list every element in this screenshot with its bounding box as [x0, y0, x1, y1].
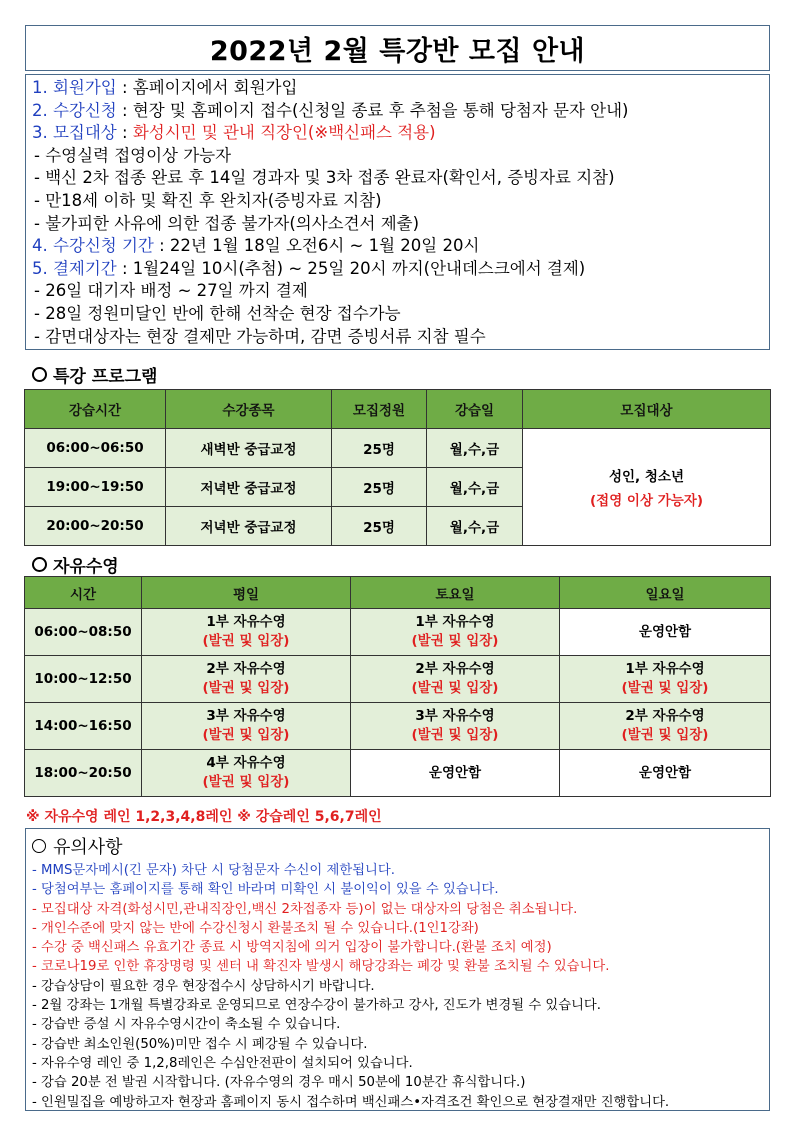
header-time: 시간 — [25, 577, 142, 609]
header-days: 강습일 — [427, 390, 523, 429]
session-name: 1부 자유수영 — [206, 614, 286, 630]
free-swim-weekday-cell — [142, 609, 351, 656]
session-note: (발권 및 입장) — [202, 680, 290, 696]
table-row — [25, 656, 771, 703]
header-capacity: 모집정원 — [332, 390, 427, 429]
info-subitem: - 백신 2차 접종 완료 후 14일 경과자 및 3차 접종 완료자(확인서, 증빙자료 지참) — [34, 168, 615, 188]
info-line — [32, 258, 763, 281]
program-capacity: 25명 — [332, 429, 427, 468]
program-capacity: 25명 — [332, 468, 427, 507]
info-subitem: - 28일 정원미달인 반에 한해 선착순 현장 접수가능 — [34, 303, 401, 323]
table-row — [25, 703, 771, 750]
info-heading: 2. 수강신청 — [32, 100, 117, 120]
title-box — [25, 25, 770, 71]
info-line — [32, 122, 763, 145]
free-swim-sunday-cell — [560, 609, 771, 656]
table-row — [25, 609, 771, 656]
program-time: 20:00~20:50 — [25, 507, 166, 546]
free-swim-sunday-cell — [560, 750, 771, 797]
free-swim-saturday-cell — [351, 703, 560, 750]
notice-title — [32, 833, 763, 859]
info-subitem: - 불가피한 사유에 의한 접종 불가자(의사소견서 제출) — [34, 213, 420, 233]
free-swim-saturday-cell — [351, 656, 560, 703]
notice-item: - 강습반 최소인원(50%)미만 접수 시 폐강될 수 있습니다. — [32, 1036, 368, 1052]
circle-icon — [32, 839, 46, 853]
free-swim-header-row — [25, 577, 771, 609]
info-line — [32, 303, 763, 326]
notice-item: - 2월 강좌는 1개월 특별강좌로 운영되므로 연장수강이 불가하고 강사, 진도가 변경될 수 있습니다. — [32, 998, 601, 1014]
program-table — [24, 389, 771, 546]
notice-item: - 강습 20분 전 발권 시작합니다. (자유수영의 경우 매시 50분에 10분간 휴식합니다.) — [32, 1075, 526, 1091]
info-highlight: 화성시민 및 관내 직장인(※백신패스 적용) — [132, 123, 436, 143]
notice-item: - 수강 중 백신패스 유효기간 종료 시 방역지침에 의거 입장이 불가합니다.(환불 조치 예정) — [32, 940, 552, 956]
lane-note: ※ 자유수영 레인 1,2,3,4,8레인 ※ 강습레인 5,6,7레인 — [26, 809, 382, 825]
program-capacity: 25명 — [332, 507, 427, 546]
session-name: 4부 자유수영 — [206, 755, 286, 771]
notice-item: - 코로나19로 인한 휴장명령 및 센터 내 확진자 발생시 해당강좌는 폐강 및 환불 조치될 수 있습니다. — [32, 959, 610, 975]
session-note: (발권 및 입장) — [411, 633, 499, 649]
program-days: 월,수,금 — [427, 507, 523, 546]
header-course: 수강종목 — [166, 390, 332, 429]
program-course: 저녁반 중급교정 — [166, 507, 332, 546]
session-note: (발권 및 입장) — [621, 680, 709, 696]
info-line — [32, 100, 763, 123]
program-target-line1: 성인, 청소년 — [608, 469, 685, 485]
session-name: 2부 자유수영 — [415, 661, 495, 677]
info-text: : 홈페이지에서 회원가입 — [116, 78, 298, 97]
session-name: 2부 자유수영 — [625, 708, 705, 724]
session-name: 운영안함 — [638, 623, 692, 640]
free-swim-section-title — [32, 552, 119, 577]
program-time: 06:00~06:50 — [25, 429, 166, 468]
info-heading: 3. 모집대상 — [32, 123, 117, 143]
info-line — [32, 190, 763, 213]
info-line — [32, 235, 763, 258]
program-course: 새벽반 중급교정 — [166, 429, 332, 468]
header-sunday: 일요일 — [560, 577, 771, 609]
table-row — [25, 750, 771, 797]
info-line — [32, 167, 763, 190]
info-box — [25, 74, 770, 350]
notice-box — [25, 828, 770, 1111]
notice-item: - 자유수영 레인 중 1,2,8레인은 수심안전판이 설치되어 있습니다. — [32, 1055, 413, 1071]
session-name: 1부 자유수영 — [625, 661, 705, 677]
info-line — [32, 145, 763, 168]
notice-item: - MMS문자메시(긴 문자) 차단 시 당첨문자 수신이 제한됩니다. — [32, 863, 395, 878]
info-heading: 1. 회원가입 — [32, 78, 117, 97]
free-swim-weekday-cell — [142, 750, 351, 797]
info-line — [32, 280, 763, 303]
program-target-line2: (접영 이상 가능자) — [589, 493, 704, 509]
info-text: : 1월24일 10시(추첨) ~ 25일 20시 까지(안내데스크에서 결제) — [116, 258, 586, 278]
notice-title-label: 유의사항 — [53, 837, 123, 858]
program-target — [523, 429, 771, 546]
header-weekday: 평일 — [142, 577, 351, 609]
session-name: 2부 자유수영 — [206, 661, 286, 677]
free-swim-sunday-cell — [560, 703, 771, 750]
program-section-label: 특강 프로그램 — [53, 367, 158, 387]
free-swim-time: 14:00~16:50 — [25, 703, 142, 750]
session-note: (발권 및 입장) — [202, 774, 290, 790]
info-subitem: - 26일 대기자 배정 ~ 27일 까지 결제 — [34, 281, 308, 301]
program-time: 19:00~19:50 — [25, 468, 166, 507]
info-subitem: - 만18세 이하 및 확진 후 완치자(증빙자료 지참) — [34, 190, 382, 210]
free-swim-section-label: 자유수영 — [53, 557, 119, 577]
notice-item: - 개인수준에 맞지 않는 반에 수강신청시 환불조치 될 수 있습니다.(1인1강좌) — [32, 920, 479, 936]
info-text: : 현장 및 홈페이지 접수(신청일 종료 후 추첨을 통해 당첨자 문자 안내) — [116, 100, 629, 120]
session-note: (발권 및 입장) — [621, 727, 709, 743]
session-note: (발권 및 입장) — [411, 680, 499, 696]
session-name: 운영안함 — [638, 764, 692, 781]
free-swim-saturday-cell — [351, 750, 560, 797]
free-swim-time: 06:00~08:50 — [25, 609, 142, 656]
session-name: 1부 자유수영 — [415, 614, 495, 630]
info-heading: 4. 수강신청 기간 — [32, 236, 154, 256]
program-header-row — [25, 390, 771, 429]
info-text: : — [116, 123, 133, 143]
session-name: 3부 자유수영 — [206, 708, 286, 724]
info-subitem: - 감면대상자는 현장 결제만 가능하며, 감면 증빙서류 지참 필수 — [34, 326, 486, 346]
circle-icon — [32, 557, 47, 572]
free-swim-time: 18:00~20:50 — [25, 750, 142, 797]
header-saturday: 토요일 — [351, 577, 560, 609]
free-swim-saturday-cell — [351, 609, 560, 656]
session-note: (발권 및 입장) — [202, 727, 290, 743]
info-text: : 22년 1월 18일 오전6시 ~ 1월 20일 20시 — [153, 236, 480, 256]
notice-item: - 강습상담이 필요한 경우 현장접수시 상담하시기 바랍니다. — [32, 978, 375, 994]
session-note: (발권 및 입장) — [202, 633, 290, 649]
info-line — [32, 326, 763, 349]
free-swim-weekday-cell — [142, 703, 351, 750]
info-line — [32, 77, 763, 100]
program-days: 월,수,금 — [427, 468, 523, 507]
header-target: 모집대상 — [523, 390, 771, 429]
info-line — [32, 213, 763, 236]
session-name: 운영안함 — [428, 764, 482, 781]
free-swim-table — [24, 576, 771, 797]
info-heading: 5. 결제기간 — [32, 258, 117, 278]
circle-icon — [32, 367, 47, 382]
header-time: 강습시간 — [25, 390, 166, 429]
free-swim-sunday-cell — [560, 656, 771, 703]
notice-item: - 모집대상 자격(화성시민,관내직장인,백신 2차접종자 등)이 없는 대상자의 당첨은 취소됩니다. — [32, 901, 578, 917]
free-swim-weekday-cell — [142, 656, 351, 703]
program-days: 월,수,금 — [427, 429, 523, 468]
info-subitem: - 수영실력 접영이상 가능자 — [34, 145, 232, 165]
notice-item: - 강습반 증설 시 자유수영시간이 축소될 수 있습니다. — [32, 1017, 341, 1033]
program-course: 저녁반 중급교정 — [166, 468, 332, 507]
program-section-title — [32, 362, 157, 387]
session-name: 3부 자유수영 — [415, 708, 495, 724]
page-title: 2022년 2월 특강반 모집 안내 — [209, 35, 586, 67]
session-note: (발권 및 입장) — [411, 727, 499, 743]
free-swim-time: 10:00~12:50 — [25, 656, 142, 703]
table-row — [25, 429, 771, 468]
notice-item: - 당첨여부는 홈페이지를 통해 확인 바라며 미확인 시 불이익이 있을 수 있습니다. — [32, 882, 499, 898]
notice-item: - 인원밀집을 예방하고자 현장과 홈페이지 동시 접수하며 백신패스•자격조건 확인으로 현장결재만 진행합니다. — [32, 1094, 670, 1110]
